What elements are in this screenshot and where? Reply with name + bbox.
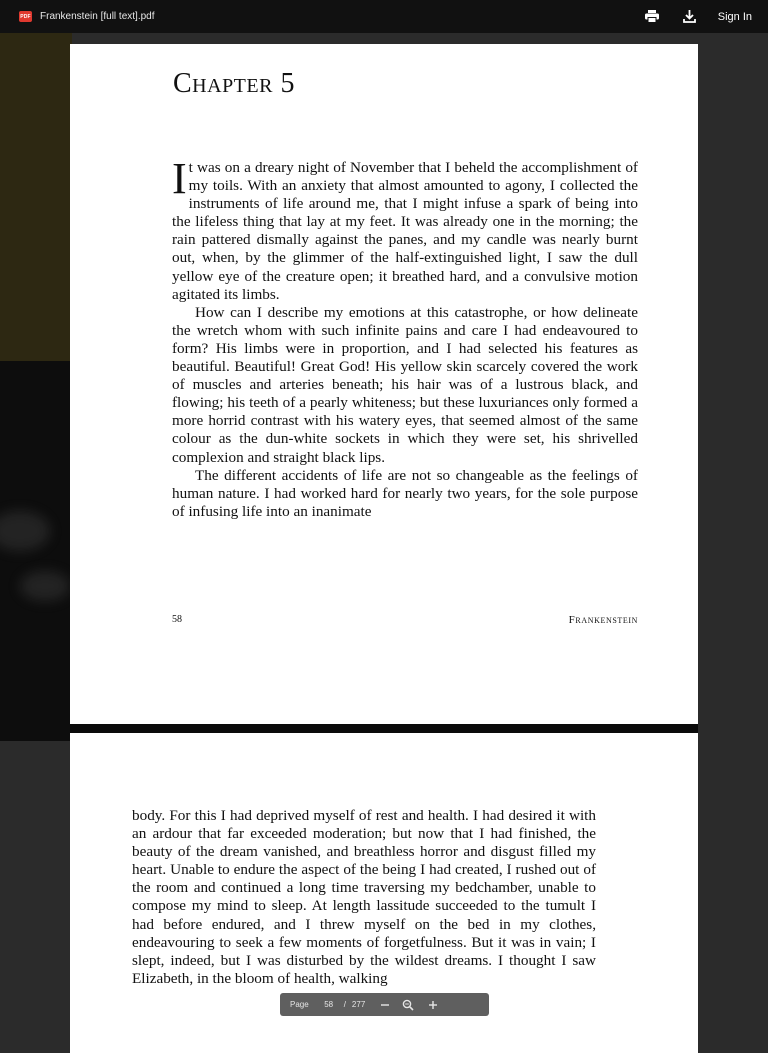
plus-icon[interactable] [427, 999, 439, 1011]
chapter-title: Chapter 5 [173, 68, 295, 99]
running-title: Frankenstein [568, 614, 638, 626]
viewer-toolbar [0, 0, 768, 33]
page-total: 277 [351, 1000, 366, 1009]
page-body-text [172, 154, 638, 521]
zoom-out-icon[interactable] [379, 999, 391, 1011]
document-title: Frankenstein [full text].pdf [40, 11, 155, 22]
pdf-page-58 [70, 44, 698, 724]
background-panel [0, 33, 72, 361]
drop-cap: I [172, 154, 187, 203]
sign-in-link[interactable]: Sign In [717, 10, 752, 23]
paragraph-1 [172, 154, 638, 304]
paragraph-3: The different accidents of life are not so changeable as the feelings of human nature. I had worked hard for nearly two years, for the sole purpose of infusing life into an inanimate [172, 466, 638, 520]
zoom-in-icon[interactable] [401, 998, 415, 1012]
background-panel-dark [0, 361, 72, 741]
page-number-input[interactable]: 58 [324, 1000, 334, 1009]
page-label: Page [290, 1000, 309, 1009]
paragraph-1-text: t was on a dreary night of November that I beheld the accomplishment of my toils. With an anxiety that almost amounted to agony, I collected the instruments of life around me, that I might infuse a spark of being into the lifeless thing that lay at my feet. It was already one in the morning; the rain pattered dismally against the panes, and my candle was nearly burnt out, when, by the glimmer of the half-extinguished light, I saw the dull yellow eye of the creature open; it breathed hard, and a convulsive motion agitated its limbs. [172, 159, 638, 303]
download-icon[interactable] [682, 9, 698, 25]
page-body-text: body. For this I had deprived myself of rest and health. I had desired it with an ardour that far exceeded moderation; but now that I had finished, the beauty of the dream vanished, and breathless horror and disgust filled my heart. Unable to endure the aspect of the being I had created, I rushed out of the room and continued a long time traversing my bedchamber, unable to compose my mind to sleep. At length lassitude succeeded to the tumult I had before endured, and I threw myself on the bed in my clothes, endeavouring to seek a few moments of forgetfulness. But it was in vain; I slept, indeed, but I was disturbed by the wildest dreams. I thought I saw Elizabeth, in the bloom of health, walking [132, 807, 596, 987]
page-number: 58 [172, 614, 182, 625]
print-icon[interactable] [644, 9, 660, 25]
page-navigation-control [280, 993, 489, 1016]
page-divider [70, 724, 698, 733]
paragraph-2: How can I describe my emotions at this catastrophe, or how delineate the wretch whom with such infinite pains and care I had endeavoured to form? His limbs were in proportion, and I had selected his features as beautiful. Beautiful! Great God! His yellow skin scarcely covered the work of muscles and arteries beneath; his hair was of a lustrous black, and flowing; his teeth of a pearly whiteness; but these luxuriances only formed a more horrid contrast with his watery eyes, that seemed almost of the same colour as the dun-white sockets in which they were set, his shrivelled complexion and straight black lips. [172, 303, 638, 466]
page-separator: / [343, 1000, 346, 1009]
pdf-file-icon: PDF [19, 11, 32, 22]
